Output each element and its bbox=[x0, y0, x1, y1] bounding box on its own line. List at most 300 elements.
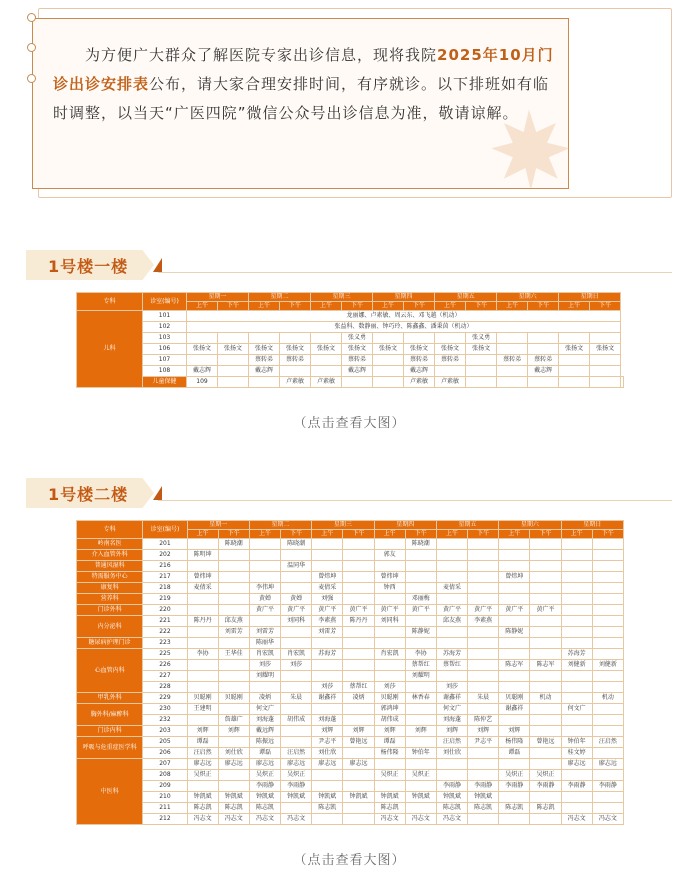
room-cell: 210 bbox=[143, 792, 187, 803]
intro-text-part2: 公布，请大家合理安排时间，有序就诊。以下排班如有临时调整，以当天“广医四院”微信公众号出诊信息为准，敬请谅解。 bbox=[53, 75, 550, 122]
doctor-cell: 刘耀明 bbox=[405, 671, 436, 682]
doctor-cell: 刘耀明 bbox=[249, 671, 280, 682]
doctor-cell bbox=[468, 539, 499, 550]
table-row bbox=[77, 355, 624, 366]
doctor-cell bbox=[592, 792, 623, 803]
doctor-cell: 戴志辉 bbox=[249, 366, 280, 377]
doctor-cell bbox=[343, 704, 374, 715]
doctor-cell: 邓丽梅 bbox=[405, 594, 436, 605]
doctor-cell bbox=[530, 748, 561, 759]
header-room: 诊室(编号) bbox=[143, 293, 187, 311]
doctor-cell bbox=[530, 715, 561, 726]
doctor-cell: 蔡转弟 bbox=[342, 355, 373, 366]
doctor-cell bbox=[187, 561, 218, 572]
doctor-cell bbox=[592, 583, 623, 594]
doctor-cell bbox=[559, 366, 590, 377]
doctor-cell: 张扬文 bbox=[187, 344, 218, 355]
doctor-cell: 刘辉 bbox=[499, 726, 530, 737]
header-day: 星期三 bbox=[311, 293, 373, 302]
doctor-cell bbox=[187, 355, 218, 366]
doctor-cell bbox=[218, 572, 249, 583]
doctor-cell bbox=[405, 759, 436, 770]
doctor-cell bbox=[528, 344, 559, 355]
doctor-cell: 刘辉 bbox=[374, 726, 405, 737]
room-cell: 220 bbox=[143, 605, 187, 616]
doctor-cell bbox=[621, 377, 624, 388]
intro-card bbox=[32, 18, 569, 189]
header-am: 上午 bbox=[249, 302, 280, 311]
header-day: 星期三 bbox=[312, 521, 374, 530]
doctor-cell bbox=[281, 803, 312, 814]
doctor-cell: 麦倩采 bbox=[187, 583, 218, 594]
doctor-cell bbox=[497, 333, 528, 344]
doctor-cell bbox=[187, 660, 218, 671]
doctor-cell: 黄广平 bbox=[312, 605, 343, 616]
doctor-cell bbox=[373, 355, 404, 366]
table-row bbox=[77, 333, 624, 344]
doctor-cell bbox=[468, 770, 499, 781]
doctor-cell: 卢素敏 bbox=[404, 377, 435, 388]
doctor-cell bbox=[592, 572, 623, 583]
doctor-cell: 戴志辉 bbox=[528, 366, 559, 377]
doctor-cell: 吴炽正 bbox=[499, 770, 530, 781]
room-cell: 101 bbox=[143, 311, 187, 322]
section-corner-icon bbox=[153, 258, 162, 272]
doctor-cell: 陈志军 bbox=[530, 660, 561, 671]
doctor-cell bbox=[592, 770, 623, 781]
doctor-cell bbox=[218, 737, 249, 748]
room-cell: 109 bbox=[187, 377, 218, 388]
header-am: 上午 bbox=[374, 530, 405, 539]
doctor-cell bbox=[592, 594, 623, 605]
doctor-cell bbox=[561, 770, 592, 781]
table-header-row bbox=[77, 521, 624, 530]
doctor-cell: 李雨静 bbox=[592, 781, 623, 792]
doctor-cell: 冯志文 bbox=[218, 814, 249, 825]
doctor-cell: 黄广平 bbox=[343, 605, 374, 616]
room-cell: 207 bbox=[143, 759, 187, 770]
doctor-cell: 刘同科 bbox=[374, 616, 405, 627]
doctor-cell bbox=[499, 792, 530, 803]
doctor-cell: 李雨静 bbox=[249, 781, 280, 792]
doctor-cell bbox=[499, 616, 530, 627]
header-dept: 专科 bbox=[77, 293, 143, 311]
header-pm: 下午 bbox=[530, 530, 561, 539]
doctor-cell bbox=[374, 627, 405, 638]
doctor-cell: 张扬文 bbox=[404, 344, 435, 355]
doctor-cell: 陈晓潮 bbox=[405, 539, 436, 550]
doctor-cell: 尹志平 bbox=[312, 737, 343, 748]
doctor-cell: 苏海芳 bbox=[561, 649, 592, 660]
doctor-cell: 李伟坤 bbox=[249, 583, 280, 594]
doctor-cell bbox=[592, 748, 623, 759]
doctor-cell: 黄广平 bbox=[530, 605, 561, 616]
doctor-cell: 刘雷芳 bbox=[249, 627, 280, 638]
doctor-cell: 刘健新 bbox=[592, 660, 623, 671]
room-cell: 206 bbox=[143, 748, 187, 759]
doctor-cell: 何文广 bbox=[436, 704, 467, 715]
doctor-cell: 谢鑫祥 bbox=[436, 693, 467, 704]
doctor-cell bbox=[218, 671, 249, 682]
table-row bbox=[77, 649, 624, 660]
room-cell: 107 bbox=[143, 355, 187, 366]
doctor-cell: 曾艳远 bbox=[343, 737, 374, 748]
doctor-cell bbox=[405, 682, 436, 693]
doctor-cell bbox=[343, 671, 374, 682]
table-row bbox=[77, 561, 624, 572]
doctor-cell: 曾艳远 bbox=[530, 737, 561, 748]
table-row bbox=[77, 627, 624, 638]
doctor-cell bbox=[530, 627, 561, 638]
doctor-cell: 冯志文 bbox=[187, 814, 218, 825]
doctor-cell bbox=[436, 759, 467, 770]
doctor-cell bbox=[187, 627, 218, 638]
doctor-cell bbox=[561, 583, 592, 594]
doctor-cell bbox=[530, 561, 561, 572]
doctor-cell: 李素燕 bbox=[468, 616, 499, 627]
doctor-cell: 肖宏凯 bbox=[281, 649, 312, 660]
doctor-cell: 黄广平 bbox=[281, 605, 312, 616]
doctor-cell: 朱晨 bbox=[468, 693, 499, 704]
doctor-cell bbox=[499, 638, 530, 649]
room-cell: 223 bbox=[143, 638, 187, 649]
doctor-cell: 刘海蓬 bbox=[436, 715, 467, 726]
doctor-cell bbox=[281, 704, 312, 715]
header-pm: 下午 bbox=[528, 302, 559, 311]
doctor-cell bbox=[592, 671, 623, 682]
doctor-cell bbox=[499, 759, 530, 770]
doctor-cell bbox=[561, 792, 592, 803]
doctor-cell bbox=[530, 649, 561, 660]
doctor-cell bbox=[373, 377, 404, 388]
header-pm: 下午 bbox=[281, 530, 312, 539]
doctor-cell bbox=[468, 814, 499, 825]
header-am: 上午 bbox=[312, 530, 343, 539]
table-row bbox=[77, 616, 624, 627]
doctor-cell bbox=[343, 803, 374, 814]
doctor-cell bbox=[499, 583, 530, 594]
doctor-cell: 麦倩采 bbox=[312, 583, 343, 594]
doctor-cell: 桂文婷 bbox=[561, 748, 592, 759]
table-row bbox=[77, 377, 624, 388]
doctor-cell: 戴志辉 bbox=[404, 366, 435, 377]
doctor-cell bbox=[530, 616, 561, 627]
doctor-cell bbox=[592, 539, 623, 550]
doctor-cell bbox=[187, 539, 218, 550]
doctor-cell: 刘海蓬 bbox=[249, 715, 280, 726]
intro-paragraph bbox=[53, 41, 558, 128]
doctor-cell bbox=[592, 627, 623, 638]
doctor-cell: 陈志军 bbox=[499, 660, 530, 671]
doctor-cell bbox=[592, 605, 623, 616]
table-row bbox=[77, 660, 624, 671]
doctor-cell: 廖志远 bbox=[592, 759, 623, 770]
doctor-cell bbox=[561, 715, 592, 726]
doctor-cell: 李雨静 bbox=[468, 781, 499, 792]
doctor-cell bbox=[187, 715, 218, 726]
room-cell: 218 bbox=[143, 583, 187, 594]
doctor-cell: 钟伯年 bbox=[405, 748, 436, 759]
doctor-cell bbox=[312, 561, 343, 572]
doctor-cell: 廖志远 bbox=[218, 759, 249, 770]
doctor-cell bbox=[405, 781, 436, 792]
doctor-cell bbox=[561, 638, 592, 649]
doctor-cell bbox=[468, 649, 499, 660]
doctor-cell bbox=[436, 770, 467, 781]
doctor-cell: 李雨静 bbox=[530, 781, 561, 792]
doctor-cell bbox=[530, 682, 561, 693]
doctor-cell bbox=[281, 682, 312, 693]
table-row bbox=[77, 759, 624, 770]
view-large-image-link[interactable]: （点击查看大图） bbox=[293, 853, 406, 868]
doctor-cell: 廖志远 bbox=[187, 759, 218, 770]
doctor-cell bbox=[343, 814, 374, 825]
doctor-cell bbox=[530, 726, 561, 737]
doctor-cell: 曾炜坤 bbox=[187, 572, 218, 583]
doctor-cell bbox=[281, 550, 312, 561]
doctor-cell-wide: 张益科、数静丽、钟巧玲、陈鑫鑫、潘秉茵（机动） bbox=[187, 322, 621, 333]
schedule-table-floor2[interactable] bbox=[76, 520, 624, 825]
doctor-cell: 李素燕 bbox=[312, 616, 343, 627]
doctor-cell bbox=[312, 781, 343, 792]
doctor-cell: 刘辉 bbox=[187, 726, 218, 737]
table-row bbox=[77, 693, 624, 704]
doctor-cell bbox=[374, 638, 405, 649]
dept-cell: 门诊内科 bbox=[77, 726, 143, 737]
doctor-cell bbox=[187, 682, 218, 693]
doctor-cell bbox=[499, 682, 530, 693]
doctor-cell: 朱晨 bbox=[281, 693, 312, 704]
doctor-cell bbox=[499, 539, 530, 550]
doctor-cell: 汪启然 bbox=[592, 737, 623, 748]
frame-dot bbox=[27, 74, 36, 83]
doctor-cell bbox=[468, 638, 499, 649]
doctor-cell bbox=[374, 759, 405, 770]
dept-cell: 门诊外科 bbox=[77, 605, 143, 616]
table-row bbox=[77, 550, 624, 561]
doctor-cell bbox=[499, 649, 530, 660]
doctor-cell bbox=[592, 649, 623, 660]
doctor-cell: 刘仕欣 bbox=[218, 748, 249, 759]
doctor-cell: 刘莎 bbox=[312, 682, 343, 693]
doctor-cell: 钟凯斌 bbox=[343, 792, 374, 803]
doctor-cell bbox=[249, 550, 280, 561]
doctor-cell bbox=[499, 594, 530, 605]
doctor-cell: 戴志辉 bbox=[187, 366, 218, 377]
doctor-cell: 谭磊 bbox=[374, 737, 405, 748]
doctor-cell bbox=[468, 682, 499, 693]
section-header-floor2 bbox=[26, 478, 672, 508]
doctor-cell bbox=[343, 748, 374, 759]
doctor-cell bbox=[311, 355, 342, 366]
doctor-cell bbox=[249, 539, 280, 550]
doctor-cell bbox=[374, 594, 405, 605]
room-cell: 217 bbox=[143, 572, 187, 583]
doctor-cell bbox=[281, 737, 312, 748]
header-pm: 下午 bbox=[342, 302, 373, 311]
dept-cell: 心血管内科 bbox=[77, 649, 143, 693]
doctor-cell-wide: 龙丽娜、卢素敏、周云东、邓飞越（机动） bbox=[187, 311, 621, 322]
doctor-cell: 胡伟成 bbox=[281, 715, 312, 726]
doctor-cell bbox=[561, 726, 592, 737]
table-row bbox=[77, 671, 624, 682]
doctor-cell: 贝聪刚 bbox=[499, 693, 530, 704]
doctor-cell: 林香春 bbox=[405, 693, 436, 704]
doctor-cell bbox=[497, 366, 528, 377]
room-cell: 102 bbox=[143, 322, 187, 333]
doctor-cell: 蔡转弟 bbox=[497, 355, 528, 366]
doctor-cell bbox=[249, 561, 280, 572]
doctor-cell: 张扬文 bbox=[373, 344, 404, 355]
dept-cell: 儿科 bbox=[77, 311, 143, 388]
doctor-cell: 凌炳 bbox=[343, 693, 374, 704]
header-day: 星期二 bbox=[249, 293, 311, 302]
doctor-cell bbox=[592, 638, 623, 649]
doctor-cell bbox=[343, 561, 374, 572]
doctor-cell: 钟西 bbox=[374, 583, 405, 594]
doctor-cell: 汪启然 bbox=[281, 748, 312, 759]
doctor-cell bbox=[528, 333, 559, 344]
doctor-cell bbox=[561, 627, 592, 638]
doctor-cell: 曾炜坤 bbox=[374, 572, 405, 583]
doctor-cell bbox=[405, 803, 436, 814]
doctor-cell bbox=[312, 550, 343, 561]
doctor-cell: 吴炽正 bbox=[281, 770, 312, 781]
doctor-cell bbox=[218, 770, 249, 781]
doctor-cell bbox=[499, 671, 530, 682]
room-cell: 225 bbox=[143, 649, 187, 660]
doctor-cell bbox=[468, 550, 499, 561]
doctor-cell: 钟伯年 bbox=[561, 737, 592, 748]
doctor-cell: 刘莎 bbox=[436, 682, 467, 693]
doctor-cell: 刘同科 bbox=[281, 616, 312, 627]
doctor-cell: 戴远辉 bbox=[249, 726, 280, 737]
doctor-cell bbox=[405, 704, 436, 715]
doctor-cell bbox=[468, 748, 499, 759]
doctor-cell bbox=[466, 366, 497, 377]
room-cell: 202 bbox=[143, 550, 187, 561]
doctor-cell bbox=[468, 759, 499, 770]
doctor-cell bbox=[312, 671, 343, 682]
doctor-cell bbox=[249, 682, 280, 693]
room-cell: 108 bbox=[143, 366, 187, 377]
doctor-cell: 陈振远 bbox=[249, 737, 280, 748]
doctor-cell bbox=[561, 561, 592, 572]
header-pm: 下午 bbox=[404, 302, 435, 311]
doctor-cell bbox=[436, 594, 467, 605]
doctor-cell bbox=[280, 366, 311, 377]
doctor-cell bbox=[499, 550, 530, 561]
doctor-cell bbox=[499, 715, 530, 726]
doctor-cell: 陈静妮 bbox=[405, 627, 436, 638]
doctor-cell: 张扬文 bbox=[280, 344, 311, 355]
doctor-cell: 谭磊 bbox=[499, 748, 530, 759]
doctor-cell: 吴炽正 bbox=[530, 770, 561, 781]
doctor-cell: 贝聪刚 bbox=[218, 693, 249, 704]
header-pm: 下午 bbox=[466, 302, 497, 311]
doctor-cell bbox=[374, 660, 405, 671]
doctor-cell bbox=[187, 638, 218, 649]
doctor-cell: 黄婵 bbox=[281, 594, 312, 605]
table-row bbox=[77, 311, 624, 322]
header-day: 星期六 bbox=[499, 521, 561, 530]
doctor-cell: 廖志远 bbox=[561, 759, 592, 770]
doctor-cell: 黄广平 bbox=[249, 605, 280, 616]
table-row bbox=[77, 594, 624, 605]
doctor-cell: 刘辉 bbox=[468, 726, 499, 737]
doctor-cell bbox=[468, 704, 499, 715]
doctor-cell: 钟凯斌 bbox=[468, 792, 499, 803]
view-large-image-link[interactable]: （点击查看大图） bbox=[293, 416, 406, 431]
doctor-cell bbox=[187, 781, 218, 792]
doctor-cell bbox=[343, 770, 374, 781]
header-pm: 下午 bbox=[468, 530, 499, 539]
doctor-cell bbox=[280, 333, 311, 344]
doctor-cell bbox=[343, 781, 374, 792]
doctor-cell bbox=[218, 704, 249, 715]
doctor-cell: 郭友 bbox=[374, 550, 405, 561]
doctor-cell: 刘健新 bbox=[561, 660, 592, 671]
doctor-cell: 凌炳 bbox=[249, 693, 280, 704]
doctor-cell bbox=[343, 660, 374, 671]
doctor-cell: 李雨静 bbox=[561, 781, 592, 792]
doctor-cell: 张义勇 bbox=[342, 333, 373, 344]
doctor-cell: 吴炽正 bbox=[249, 770, 280, 781]
header-day: 星期四 bbox=[374, 521, 436, 530]
doctor-cell: 刘莎 bbox=[249, 660, 280, 671]
room-cell: 232 bbox=[143, 715, 187, 726]
doctor-cell bbox=[530, 792, 561, 803]
header-am: 上午 bbox=[373, 302, 404, 311]
header-pm: 下午 bbox=[280, 302, 311, 311]
doctor-cell bbox=[343, 627, 374, 638]
doctor-cell bbox=[466, 355, 497, 366]
doctor-cell: 钟凯斌 bbox=[249, 792, 280, 803]
doctor-cell bbox=[187, 333, 218, 344]
doctor-cell bbox=[374, 781, 405, 792]
doctor-cell: 冯志文 bbox=[405, 814, 436, 825]
doctor-cell bbox=[468, 583, 499, 594]
doctor-cell bbox=[281, 638, 312, 649]
doctor-cell: 李雨静 bbox=[436, 781, 467, 792]
doctor-cell: 冯志文 bbox=[561, 814, 592, 825]
doctor-cell: 陈志凯 bbox=[436, 803, 467, 814]
intro-text-part1: 为方便广大群众了解医院专家出诊信息，现将我院 bbox=[85, 46, 438, 64]
doctor-cell: 刘雷芳 bbox=[218, 627, 249, 638]
dept-cell: 糖尿病护理门诊 bbox=[77, 638, 143, 649]
doctor-cell: 刘仕欣 bbox=[436, 748, 467, 759]
doctor-cell: 蔡转弟 bbox=[280, 355, 311, 366]
table-row bbox=[77, 682, 624, 693]
doctor-cell bbox=[436, 638, 467, 649]
doctor-cell bbox=[561, 539, 592, 550]
doctor-cell: 钟凯斌 bbox=[187, 792, 218, 803]
dept-cell: 岭南名医 bbox=[77, 539, 143, 550]
doctor-cell bbox=[436, 627, 467, 638]
doctor-cell bbox=[343, 550, 374, 561]
doctor-cell: 刘莎 bbox=[374, 682, 405, 693]
doctor-cell bbox=[405, 561, 436, 572]
doctor-cell bbox=[343, 715, 374, 726]
section-title: 1号楼二楼 bbox=[48, 485, 129, 504]
doctor-cell: 冯志文 bbox=[281, 814, 312, 825]
dept-cell: 儿童保健 bbox=[143, 377, 187, 388]
dept-cell: 特需服务中心 bbox=[77, 572, 143, 583]
schedule-table-floor1[interactable] bbox=[76, 292, 624, 388]
doctor-cell bbox=[497, 344, 528, 355]
doctor-cell bbox=[374, 561, 405, 572]
doctor-cell bbox=[374, 539, 405, 550]
